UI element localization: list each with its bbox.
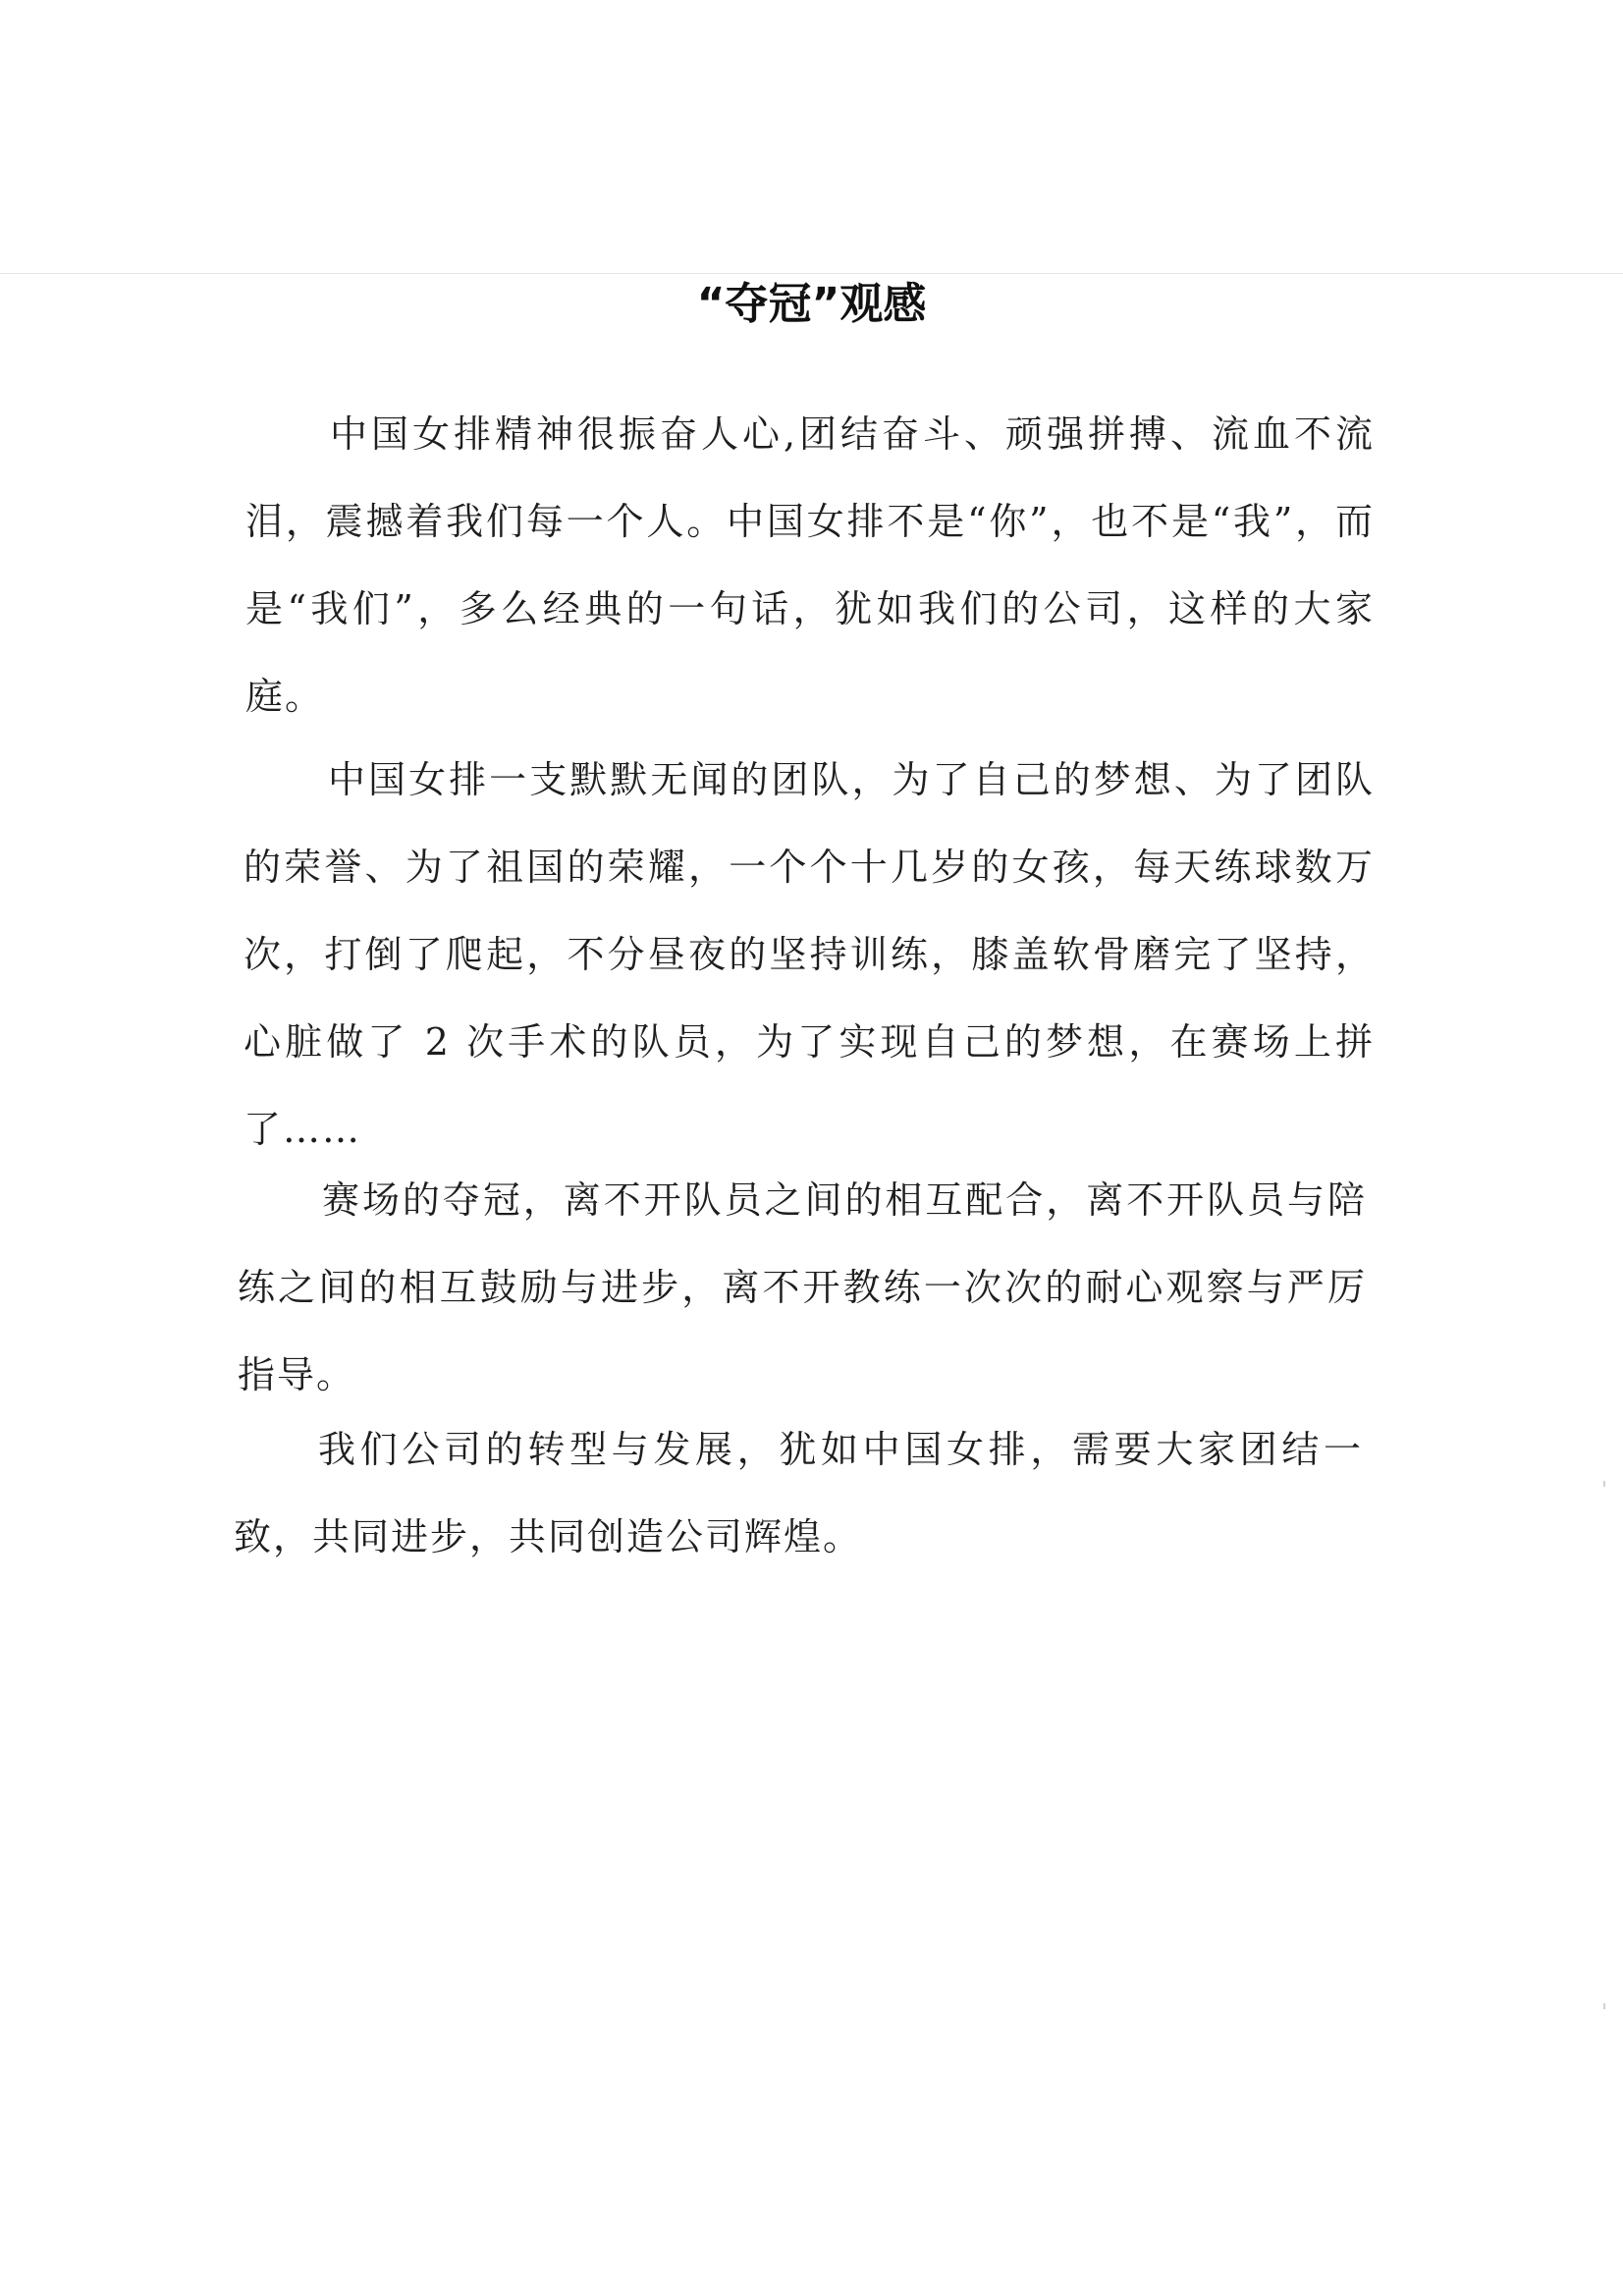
- paragraph-4: 我们公司的转型与发展，犹如中国女排，需要大家团结一致，共同进步，共同创造公司辉煌。: [234, 1428, 1363, 1558]
- scan-speck: [1603, 1481, 1605, 1487]
- page-title: “夺冠”观感: [696, 279, 927, 329]
- paragraph-1: 中国女排精神很振奋人心,团结奋斗、顽强拼搏、流血不流泪，震撼着我们每一个人。中国女排不是“你”，也不是“我”，而是“我们”，多么经典的一句话，犹如我们的公司，这样的大家庭。: [245, 412, 1375, 718]
- scan-speck: [1603, 2003, 1605, 2009]
- paragraph-3: 赛场的夺冠，离不开队员之间的相互配合，离不开队员与陪练之间的相互鼓励与进步，离不开教练一次次的耐心观察与严厉指导。: [238, 1178, 1367, 1396]
- paragraph-2: 中国女排一支默默无闻的团队，为了自己的梦想、为了团队的荣誉、为了祖国的荣耀，一个个十几岁的女孩，每天练球数万次，打倒了爬起，不分昼夜的坚持训练，膝盖软骨磨完了坚持，心脏做了 2 次手术的队员，为了实现自己的梦想，在赛场上拼了……: [243, 758, 1375, 1151]
